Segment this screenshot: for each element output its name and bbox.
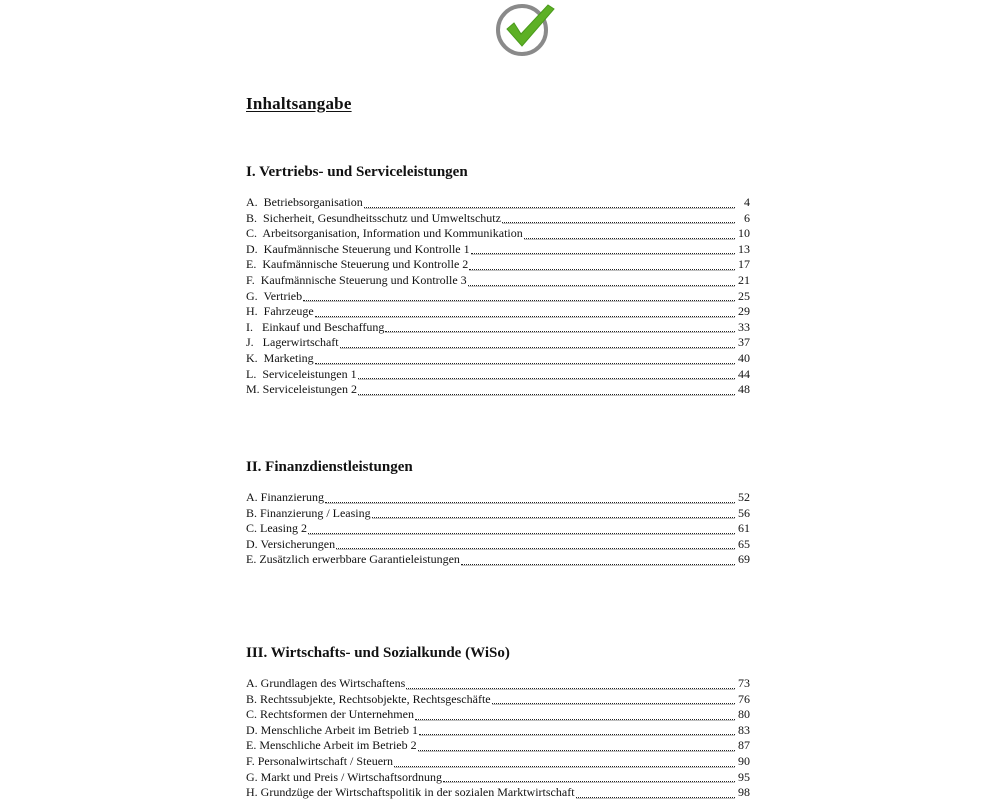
toc-entry-page: 13	[738, 241, 750, 256]
toc-entry-page: 21	[738, 272, 750, 287]
dot-leader	[419, 734, 735, 735]
toc-entry-label: K. Marketing	[246, 350, 314, 365]
dot-leader	[502, 222, 735, 223]
toc-entry[interactable]	[246, 521, 750, 537]
section-heading: I. Vertriebs- und Serviceleistungen	[246, 164, 468, 180]
dot-leader	[418, 750, 735, 751]
toc-entry-label: F. Personalwirtschaft / Steuern	[246, 753, 394, 768]
dot-leader	[358, 394, 735, 395]
toc-entry[interactable]	[246, 351, 750, 367]
toc-entry[interactable]	[246, 723, 750, 739]
dot-leader	[461, 564, 735, 565]
toc-entry-label: B. Sicherheit, Gesundheitsschutz und Umweltschutz	[246, 210, 501, 225]
toc-entry[interactable]	[246, 707, 750, 723]
dot-leader	[358, 378, 735, 379]
dot-leader	[468, 285, 735, 286]
toc-entry[interactable]	[246, 320, 750, 336]
toc-entry-label: A. Grundlagen des Wirtschaftens	[246, 676, 406, 690]
toc-entry[interactable]	[246, 367, 750, 383]
toc-entry-label: M. Serviceleistungen 2	[246, 382, 357, 397]
toc-entry-page: 4	[744, 195, 750, 209]
toc-list	[246, 195, 750, 398]
dot-leader	[385, 331, 735, 332]
toc-entry-page: 56	[738, 505, 750, 520]
toc-entry[interactable]	[246, 226, 750, 242]
toc-entry-label: H. Grundzüge der Wirtschaftspolitik in der sozialen Marktwirtschaft	[246, 785, 575, 800]
toc-entry-page: 73	[738, 676, 750, 690]
section-heading: III. Wirtschafts- und Sozialkunde (WiSo)	[246, 645, 510, 661]
dot-leader	[340, 347, 735, 348]
toc-entry-label: G. Vertrieb	[246, 288, 303, 303]
toc-entry-label: J. Lagerwirtschaft	[246, 335, 339, 350]
toc-entry[interactable]	[246, 754, 750, 770]
toc-entry-label: C. Rechtsformen der Unternehmen	[246, 707, 414, 722]
section-heading: II. Finanzdienstleistungen	[246, 459, 413, 475]
toc-entry-page: 69	[738, 552, 750, 567]
toc-entry-label: F. Kaufmännische Steuerung und Kontrolle 3	[246, 272, 467, 287]
toc-entry-page: 65	[738, 536, 750, 551]
document-title: Inhaltsangabe	[246, 94, 352, 113]
toc-entry[interactable]	[246, 195, 750, 211]
toc-entry-page: 29	[738, 304, 750, 319]
dot-leader	[492, 703, 735, 704]
toc-entry-label: E. Zusätzlich erwerbbare Garantieleistungen	[246, 552, 460, 567]
toc-section-3	[246, 643, 750, 800]
dot-leader	[325, 502, 735, 503]
toc-entry-label: B. Finanzierung / Leasing	[246, 505, 371, 520]
toc-entry-page: 90	[738, 753, 750, 768]
toc-entry-page: 10	[738, 226, 750, 241]
toc-entry-page: 52	[738, 490, 750, 504]
toc-entry-label: C. Arbeitsorganisation, Information und Kommunikation	[246, 226, 523, 241]
toc-entry[interactable]	[246, 382, 750, 398]
toc-entry[interactable]	[246, 242, 750, 258]
toc-entry-page: 25	[738, 288, 750, 303]
toc-entry-label: A. Betriebsorganisation	[246, 195, 363, 209]
toc-entry[interactable]	[246, 770, 750, 786]
toc-entry-label: G. Markt und Preis / Wirtschaftsordnung	[246, 769, 442, 784]
dot-leader	[372, 517, 735, 518]
toc-entry-label: H. Fahrzeuge	[246, 304, 314, 319]
toc-entry-label: C. Leasing 2	[246, 521, 307, 536]
toc-entry[interactable]	[246, 785, 750, 800]
dot-leader	[406, 688, 735, 689]
toc-entry-page: 76	[738, 691, 750, 706]
toc-entry-page: 48	[738, 382, 750, 397]
dot-leader	[576, 797, 735, 798]
dot-leader	[524, 238, 735, 239]
toc-entry-page: 61	[738, 521, 750, 536]
toc-entry-label: A. Finanzierung	[246, 490, 324, 504]
toc-entry[interactable]	[246, 211, 750, 227]
dot-leader	[303, 300, 735, 301]
toc-entry-page: 33	[738, 319, 750, 334]
toc-entry[interactable]	[246, 692, 750, 708]
toc-entry-page: 44	[738, 366, 750, 381]
toc-entry-page: 17	[738, 257, 750, 272]
toc-entry-page: 37	[738, 335, 750, 350]
toc-entry-page: 87	[738, 738, 750, 753]
dot-leader	[394, 766, 735, 767]
toc-entry-page: 95	[738, 769, 750, 784]
toc-entry-page: 6	[744, 210, 750, 225]
dot-leader	[364, 207, 735, 208]
dot-leader	[443, 781, 735, 782]
toc-list	[246, 676, 750, 800]
toc-section-2	[246, 457, 750, 568]
toc-entry[interactable]	[246, 335, 750, 351]
dot-leader	[315, 316, 735, 317]
logo-circle	[498, 6, 546, 54]
dot-leader	[415, 719, 735, 720]
toc-list	[246, 490, 750, 568]
toc-entry-page: 80	[738, 707, 750, 722]
toc-entry[interactable]	[246, 257, 750, 273]
toc-entry[interactable]	[246, 676, 750, 692]
toc-entry-page: 98	[738, 785, 750, 800]
toc-entry-label: B. Rechtssubjekte, Rechtsobjekte, Rechtsgeschäfte	[246, 691, 491, 706]
toc-entry[interactable]	[246, 738, 750, 754]
toc-entry-label: D. Menschliche Arbeit im Betrieb 1	[246, 722, 418, 737]
dot-leader	[336, 548, 735, 549]
toc-entry[interactable]	[246, 506, 750, 522]
toc-entry[interactable]	[246, 490, 750, 506]
dot-leader	[471, 253, 735, 254]
toc-entry-label: L. Serviceleistungen 1	[246, 366, 357, 381]
toc-entry[interactable]	[246, 552, 750, 568]
toc-entry[interactable]	[246, 537, 750, 553]
toc-entry[interactable]	[246, 289, 750, 305]
dot-leader	[308, 533, 735, 534]
toc-entry-label: E. Menschliche Arbeit im Betrieb 2	[246, 738, 417, 753]
toc-entry-label: D. Kaufmännische Steuerung und Kontrolle 1	[246, 241, 470, 256]
toc-entry[interactable]	[246, 304, 750, 320]
toc-entry-page: 83	[738, 722, 750, 737]
checkmark-circle-icon	[492, 2, 560, 58]
toc-entry-page: 40	[738, 350, 750, 365]
toc-entry-label: D. Versicherungen	[246, 536, 336, 551]
toc-entry-label: I. Einkauf und Beschaffung	[246, 319, 385, 334]
toc-entry-label: E. Kaufmännische Steuerung und Kontrolle 2	[246, 257, 469, 272]
dot-leader	[315, 363, 735, 364]
dot-leader	[469, 269, 735, 270]
toc-section-1	[246, 162, 750, 398]
toc-entry[interactable]	[246, 273, 750, 289]
